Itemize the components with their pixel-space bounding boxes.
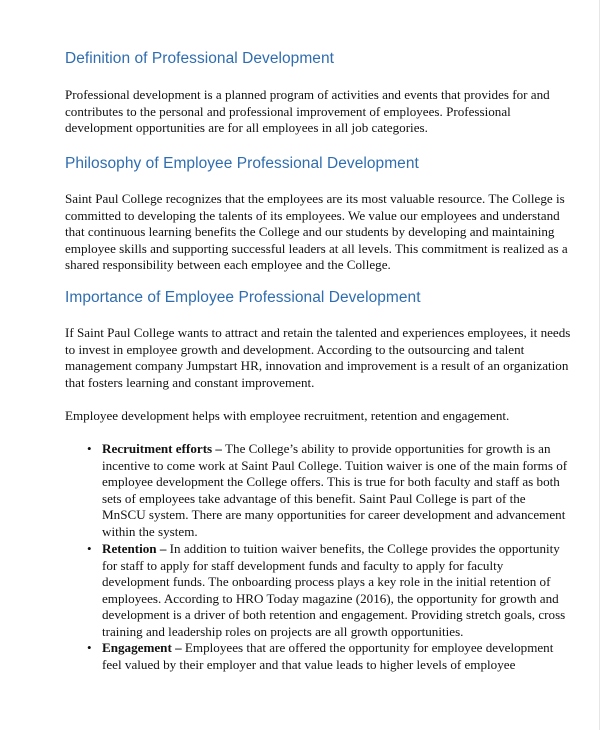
text-line: employee skills and supporting successful leaders at all levels. This commitment is realized as a: [65, 240, 568, 256]
bullet-term: Recruitment efforts –: [102, 441, 222, 456]
bullet-first-line: [102, 640, 553, 657]
heading-definition: Definition of Professional Development: [65, 50, 334, 67]
heading-importance: Importance of Employee Professional Development: [65, 289, 421, 306]
text-line: development is a driver of both retention and engagement. Providing stretch goals, cross: [102, 607, 566, 623]
bullet-first-line: [102, 541, 565, 558]
text-line: within the system.: [102, 523, 198, 539]
text-line: for staff to apply for staff development funds and faculty to apply for faculty: [102, 557, 504, 573]
heading-philosophy: Philosophy of Employee Professional Development: [65, 155, 419, 172]
text-line: that continuous learning benefits the College and our students by developing and maintaining: [65, 224, 555, 240]
text-line: Employee development helps with employee recruitment, retention and engagement.: [65, 408, 510, 423]
text-line: committed to developing the talents of its employees. We value our employees and understand: [65, 207, 560, 223]
paragraph-philosophy: [65, 191, 568, 274]
text-line: Professional development is a planned program of activities and events that provides for and: [65, 87, 550, 102]
bullet-term: Engagement –: [102, 640, 182, 655]
bullet-term: Retention –: [102, 541, 167, 556]
bullet-marker: •: [87, 640, 92, 655]
text-line: incentive to come work at Saint Paul College. Tuition waiver is one of the main forms of: [102, 457, 568, 473]
text-line: that fosters learning and constant improvement.: [65, 374, 315, 390]
text-line: employee development the College offers. This is true for both faculty and staff as both: [102, 474, 560, 490]
bullet-first-line: [102, 441, 567, 458]
bullet-marker: •: [87, 441, 92, 456]
text-line: contributes to the personal and professional improvement of employees. Professional: [65, 103, 511, 119]
text-line: Saint Paul College recognizes that the employees are its most valuable resource. The College is: [65, 191, 565, 206]
bullet-first-text: In addition to tuition waiver benefits, the College provides the opportunity: [166, 541, 560, 556]
text-line: development funds. The onboarding process plays a key role in the initial retention of: [102, 574, 551, 590]
bullet-marker: •: [87, 541, 92, 556]
text-line: feel valued by their employer and that value leads to higher levels of employee: [102, 656, 516, 672]
text-line: MnSCU system. There are many opportunities for career development and advancement: [102, 507, 566, 523]
paragraph-importance: [65, 325, 570, 391]
text-line: sets of employees take advantage of this benefit. Saint Paul College is part of the: [102, 490, 526, 506]
bullet-first-text: Employees that are offered the opportunity for employee development: [181, 640, 554, 655]
text-line: development opportunities are for all employees in all job categories.: [65, 120, 428, 136]
text-line: If Saint Paul College wants to attract and retain the talented and experiences employees, it needs: [65, 325, 571, 340]
text-line: to invest in employee growth and development. According to the outsourcing and talent: [65, 341, 525, 357]
text-line: shared responsibility between each employee and the College.: [65, 257, 391, 273]
text-line: training and leadership roles on projects are all growth opportunities.: [102, 623, 464, 639]
paragraph-definition: [65, 87, 550, 137]
paragraph-development-helps: [65, 408, 509, 425]
text-line: management company Jumpstart HR, innovation and improvement is a result of an organization: [65, 358, 569, 374]
bullet-first-text: The College’s ability to provide opportunities for growth is an: [221, 441, 551, 456]
text-line: employees. According to HRO Today magazine (2016), the opportunity for growth and: [102, 590, 559, 606]
